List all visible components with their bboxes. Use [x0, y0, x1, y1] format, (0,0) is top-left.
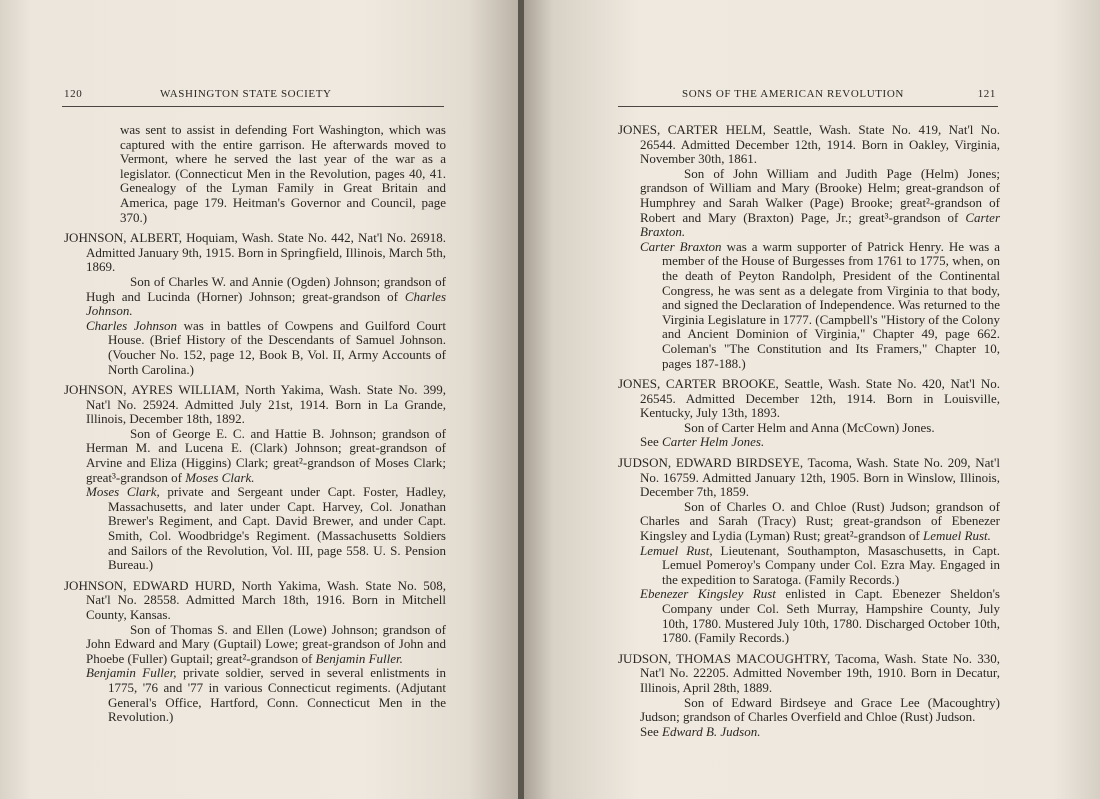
entry-johnson-edward-hurd [64, 579, 446, 725]
entry-jones-carter-brooke [618, 377, 1000, 450]
note-ancestor: Carter Braxton [640, 238, 722, 254]
left-page [0, 0, 520, 799]
entry-lineage: Son of George E. C. and Hattie B. Johnson; grandson of Herman M. and Lucena E. (Clark) Johnson; great-grandson of Arvine and Eliza (Higgins) Clark; great²-grandson of Moses Clark; great³-grandson of Moses Clark. [86, 425, 446, 485]
entry-note: Benjamin Fuller, private soldier, served in several enlistments in 1775, '76 and '77 in various Connecticut regiments. (Adjutant General's Office, Hartford, Conn. Connecticut Men in the Revolution.) [86, 665, 446, 725]
entry-heading: JUDSON, THOMAS MACOUGHTRY, Tacoma, Wash. State No. 330, Nat'l No. 22205. Admitted November 19th, 1910. Born in Decatur, Illinois, April 28th, 1889. [618, 650, 1000, 695]
entry-note: Moses Clark, private and Sergeant under Capt. Foster, Hadley, Massachusetts, and later under Capt. Harvey, Col. Jonathan Brewer's Regiment, and Capt. David Brewer, and under Capt. Smith, Col. Woodbridge's Regiment. (Massachusetts Soldiers and Sailors of the Revolution, Vol. III, page 558. U. S. Pension Bureau.) [86, 484, 446, 573]
left-page-text [64, 123, 446, 725]
entry-note: Lemuel Rust, Lieutenant, Southampton, Masaschusetts, in Capt. Lemuel Pomeroy's Company under Col. Ezra May. Engaged in the expedition to Saratoga. (Family Records.) [640, 542, 1000, 587]
left-running-title: WASHINGTON STATE SOCIETY [160, 88, 332, 100]
ancestor-name: Moses Clark. [185, 469, 255, 485]
note-ancestor: Charles Johnson [86, 317, 178, 333]
entry-judson-edward-birdseye [618, 456, 1000, 646]
right-page-text [618, 123, 1000, 739]
entry-jones-carter-helm [618, 123, 1000, 371]
ancestor-name: Lemuel Rust. [922, 528, 991, 544]
left-header-rule [62, 106, 444, 107]
entry-johnson-albert [64, 231, 446, 377]
entry-heading: JOHNSON, ALBERT, Hoquiam, Wash. State No. 442, Nat'l No. 26918. Admitted January 9th, 1915. Born in Springfield, Illinois, March 5th, 1869. [64, 230, 446, 275]
entry-heading: JOHNSON, AYRES WILLIAM, North Yakima, Wash. State No. 399, Nat'l No. 25924. Admitted July 21st, 1914. Born in La Grande, Illinois, December 18th, 1892. [64, 382, 446, 427]
right-page-number: 121 [977, 88, 996, 100]
entry-lineage: Son of Charles O. and Chloe (Rust) Judson; grandson of Charles and Sarah (Tracy) Rust; great-grandson of Ebenezer Kingsley and Lydia (Lyman) Rust; great²-grandson of Lemuel Rust. [640, 498, 1000, 544]
continuation-text: was sent to assist in defending Fort Washington, which was captured with the entire garrison. He afterwards moved to Vermont, where he served the last year of the war as a legislator. (Connecticut Men in the Revolution, pages 40, 41. Genealogy of the Lyman Family in Great Britain and America, page 179. Heitman's Governor and Council, page 370.) [120, 122, 446, 225]
entry-lineage: Son of John William and Judith Page (Helm) Jones; grandson of William and Mary (Brooke) Helm; great-grandson of Humphrey and Sarah Walker (Page) Brooke; great²-grandson of Robert and Mary (Braxton) Page, Jr.; great³-grandson of Carter Braxton. [640, 165, 1000, 240]
note-ancestor: Benjamin Fuller, [86, 665, 177, 681]
note-ancestor: Ebenezer Kingsley Rust [640, 586, 776, 602]
ancestor-name: Carter Braxton. [640, 209, 1000, 240]
ancestor-name: Benjamin Fuller. [315, 650, 403, 666]
entry-heading: JOHNSON, EDWARD HURD, North Yakima, Wash. State No. 508, Nat'l No. 28558. Admitted March 18th, 1916. Born in Mitchell County, Kansas. [64, 577, 446, 622]
note-ancestor: Lemuel Rust, [640, 542, 713, 558]
see-reference-name: Carter Helm Jones. [662, 434, 765, 450]
note-ancestor: Moses Clark, [86, 484, 160, 500]
entry-lineage: Son of Thomas S. and Ellen (Lowe) Johnson; grandson of John Edward and Mary (Guptail) Lowe; great-grandson of John and Phoebe (Fuller) Guptail; great²-grandson of Benjamin Fuller. [86, 621, 446, 666]
entry-johnson-ayres-william [64, 383, 446, 573]
entry-lineage: Son of Edward Birdseye and Grace Lee (Macoughtry) Judson; grandson of Charles Overfield and Chloe (Rust) Judson. [640, 694, 1000, 725]
see-reference: See Edward B. Judson. [640, 723, 761, 739]
left-page-number: 120 [64, 88, 83, 100]
entry-note: Carter Braxton was a warm supporter of Patrick Henry. He was a member of the House of Burgesses from 1761 to 1775, when, on the death of Peyton Randolph, President of the Continental Congress, he was sent as a delegate from Virginia to that body, and signed the Declaration of Independence. Was returned to the Virginia Legislature in 1777. (Campbell's "History of the Colony and Ancient Dominion of Virginia," Chapter 49, page 662. Coleman's "The Constitution and Its Framers," Chapter 10, pages 187-188.) [640, 238, 1000, 371]
entry-lineage: Son of Charles W. and Annie (Ogden) Johnson; grandson of Hugh and Lucinda (Horner) Johnson; great-grandson of Charles Johnson. [86, 273, 446, 319]
entry-note: Charles Johnson was in battles of Cowpens and Guilford Court House. (Brief History of the Descendants of Samuel Johnson. (Voucher No. 152, page 12, Book B, Vol. II, Army Accounts of North Carolina.) [86, 317, 446, 377]
see-reference: See Carter Helm Jones. [640, 434, 765, 450]
entry-note-2: Ebenezer Kingsley Rust enlisted in Capt. Ebenezer Sheldon's Company under Col. Seth Murray, Hampshire County, July 10th, 1780. Mustered July 10th, 1780. Discharged October 10th, 1780. (Family Records.) [640, 586, 1000, 646]
entry-heading: JONES, CARTER HELM, Seattle, Wash. State No. 419, Nat'l No. 26544. Admitted December 12th, 1914. Born in Oakley, Virginia, November 30th, 1861. [618, 122, 1000, 167]
entry-heading: JONES, CARTER BROOKE, Seattle, Wash. State No. 420, Nat'l No. 26545. Admitted December 12th, 1914. Born in Louisville, Kentucky, July 13th, 1893. [618, 376, 1000, 421]
entry-lineage: Son of Carter Helm and Anna (McCown) Jones. [684, 419, 935, 435]
entry-heading: JUDSON, EDWARD BIRDSEYE, Tacoma, Wash. State No. 209, Nat'l No. 16759. Admitted January 12th, 1905. Born in Winslow, Illinois, December 7th, 1859. [618, 455, 1000, 500]
see-reference-name: Edward B. Judson. [662, 723, 761, 739]
right-header-rule [618, 106, 998, 107]
entry-judson-thomas-macoughtry [618, 652, 1000, 740]
ancestor-name: Charles Johnson. [86, 288, 446, 319]
right-page [524, 0, 1100, 799]
right-running-title: SONS OF THE AMERICAN REVOLUTION [682, 88, 904, 100]
